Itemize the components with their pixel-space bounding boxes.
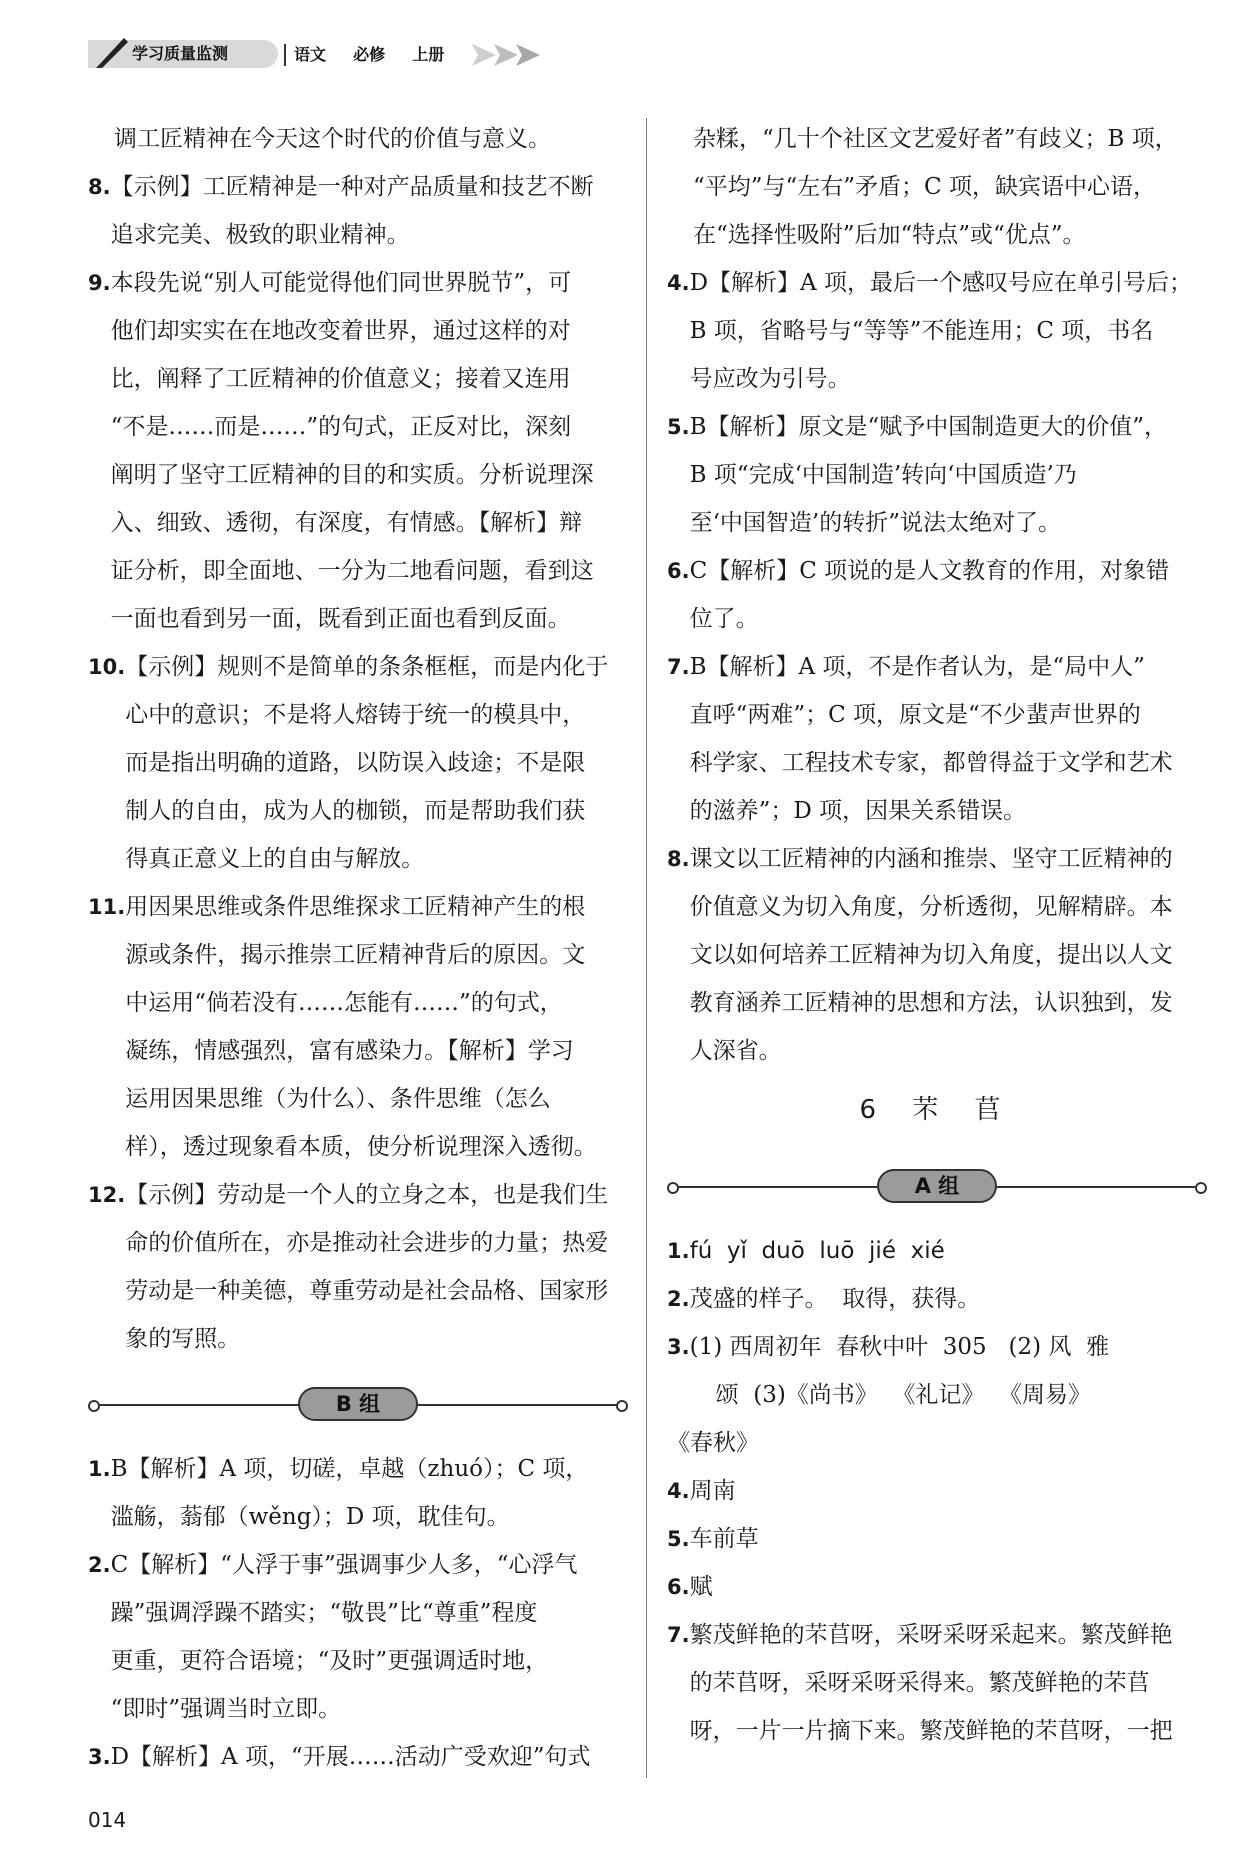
left-column xyxy=(88,115,628,1781)
continued-line: 在“选择性吸附”后加“特点”或“优点”。 xyxy=(693,222,1086,248)
pen-icon xyxy=(92,34,132,70)
answer-line: 教育涵养工匠精神的思想和方法，认识独到，发 xyxy=(689,990,1173,1016)
answer-line: 价值意义为切入角度，分析透彻，见解精辟。本 xyxy=(689,894,1173,920)
answer-line: 更重，更符合语境；“及时”更强调适时地， xyxy=(110,1648,549,1674)
answer-a5 xyxy=(667,1515,1207,1563)
answer-line: 命的价值所在，亦是推动社会进步的力量；热爱 xyxy=(125,1230,609,1256)
answer-a2 xyxy=(667,1275,1207,1323)
column-divider xyxy=(646,118,647,1778)
series-badge: 学习质量监测 xyxy=(88,40,278,68)
answer-number: 8. xyxy=(667,847,690,871)
group-a-heading xyxy=(667,1151,1207,1221)
answer-line: 劳动是一种美德，尊重劳动是社会品格、国家形 xyxy=(125,1278,609,1304)
answer-number: 8. xyxy=(88,175,111,199)
answer-number: 3. xyxy=(88,1745,111,1769)
continued-line: “平均”与“左右”矛盾；C 项，缺宾语中心语， xyxy=(693,174,1156,200)
answer-b2 xyxy=(88,1541,628,1733)
subject-label: 语文 必修 上册 xyxy=(294,45,445,64)
answer-12 xyxy=(88,1171,628,1363)
answer-11 xyxy=(88,883,628,1171)
pinyin-answer: fú yǐ duō luō jié xié xyxy=(689,1238,945,1264)
answer-line: B 项“完成‘中国制造’转向‘中国质造’乃 xyxy=(689,462,1077,488)
answer-number: 5. xyxy=(667,415,690,439)
answer-line: 号应改为引号。 xyxy=(689,366,851,392)
answer-number: 7. xyxy=(667,655,690,679)
answer-b1 xyxy=(88,1445,628,1541)
answer-number: 11. xyxy=(88,895,126,919)
answer-number: 12. xyxy=(88,1183,126,1207)
answer-line: 人深省。 xyxy=(689,1038,782,1064)
answer-line: 【示例】工匠精神是一种对产品质量和技艺不断 xyxy=(110,174,594,200)
answer-line: D【解析】A 项，最后一个感叹号应在单引号后； xyxy=(689,270,1192,296)
answer-line: “不是……而是……”的句式，正反对比，深刻 xyxy=(110,414,572,440)
group-label: B 组 xyxy=(298,1387,418,1421)
answer-line: 比，阐释了工匠精神的价值意义；接着又连用 xyxy=(110,366,571,392)
rule-end-dot xyxy=(616,1400,628,1412)
answer-line: 样），透过现象看本质，使分析说理深入透彻。 xyxy=(125,1134,597,1160)
chevrons-icon xyxy=(468,42,558,68)
answer-line: 课文以工匠精神的内涵和推崇、坚守工匠精神的 xyxy=(689,846,1173,872)
answer-5 xyxy=(667,403,1207,547)
answer-number: 10. xyxy=(88,655,126,679)
group-label: A 组 xyxy=(877,1169,997,1203)
rule-end-dot xyxy=(1195,1182,1207,1194)
answer-9 xyxy=(88,259,628,643)
answer-line: 赋 xyxy=(689,1574,713,1600)
answer-line: B【解析】A 项，切磋，卓越（zhuó）；C 项， xyxy=(110,1456,589,1482)
answer-line: 直呼“两难”；C 项，原文是“不少蜚声世界的 xyxy=(689,702,1141,728)
answer-line: 至‘中国智造’的转折”说法太绝对了。 xyxy=(689,510,1061,536)
answer-line: B【解析】A 项，不是作者认为，是“局中人” xyxy=(689,654,1145,680)
answer-line: 的滋养”；D 项，因果关系错误。 xyxy=(689,798,1027,824)
answer-b3 xyxy=(88,1733,628,1781)
answer-line: 颂 (3)《尚书》 《礼记》 《周易》 xyxy=(715,1382,1092,1408)
answer-number: 4. xyxy=(667,1479,690,1503)
continued-line: 调工匠精神在今天这个时代的价值与意义。 xyxy=(114,126,551,152)
answer-a3 xyxy=(667,1323,1207,1419)
answer-line: 入、细致、透彻，有深度，有情感。【解析】辩 xyxy=(110,510,583,536)
answer-number: 5. xyxy=(667,1527,690,1551)
rule-end-dot xyxy=(667,1182,679,1194)
right-column xyxy=(667,115,1207,1755)
answer-line: B【解析】原文是“赋予中国制造更大的价值”， xyxy=(689,414,1168,440)
answer-a1 xyxy=(667,1227,1207,1275)
answer-number: 6. xyxy=(667,559,690,583)
rule-end-dot xyxy=(88,1400,100,1412)
answer-a7 xyxy=(667,1611,1207,1755)
answer-line: 心中的意识；不是将人熔铸于统一的模具中， xyxy=(125,702,586,728)
answer-line: 呀，一片一片摘下来。繁茂鲜艳的芣苢呀，一把 xyxy=(689,1718,1173,1744)
answer-line: 繁茂鲜艳的芣苢呀，采呀采呀采起来。繁茂鲜艳 xyxy=(689,1622,1173,1648)
answer-line: 源或条件，揭示推崇工匠精神背后的原因。文 xyxy=(125,942,586,968)
answer-line: C【解析】C 项说的是人文教育的作用，对象错 xyxy=(689,558,1170,584)
answer-number: 9. xyxy=(88,271,111,295)
answer-line: 文以如何培养工匠精神为切入角度，提出以人文 xyxy=(689,942,1173,968)
answer-line: 本段先说“别人可能觉得他们同世界脱节”，可 xyxy=(110,270,572,296)
lesson-title: 6 芣 苢 xyxy=(859,1095,1015,1125)
answer-line: 一面也看到另一面，既看到正面也看到反面。 xyxy=(110,606,571,632)
page-number: 014 xyxy=(88,1808,127,1832)
answer-number: 6. xyxy=(667,1575,690,1599)
answer-line: 凝练，情感强烈，富有感染力。【解析】学习 xyxy=(125,1038,574,1064)
answer-line: 运用因果思维（为什么）、条件思维（怎么 xyxy=(125,1086,551,1112)
answer-line: 的芣苢呀，采呀采呀采得来。繁茂鲜艳的芣苢 xyxy=(689,1670,1150,1696)
answer-number: 4. xyxy=(667,271,690,295)
answer-8 xyxy=(88,163,628,259)
answer-number: 3. xyxy=(667,1335,690,1359)
answer-line: D【解析】A 项，“开展……活动广受欢迎”句式 xyxy=(110,1744,591,1770)
answer-line: 追求完美、极致的职业精神。 xyxy=(110,222,410,248)
answer-line: 而是指出明确的道路，以防误入歧途；不是限 xyxy=(125,750,586,776)
group-b-heading xyxy=(88,1369,628,1439)
answer-number: 2. xyxy=(667,1287,690,1311)
answer-number: 1. xyxy=(88,1457,111,1481)
answer-6 xyxy=(667,547,1207,643)
answer-line: 《春秋》 xyxy=(667,1430,759,1456)
answer-line: 滥觞，蓊郁（wěng）；D 项，耽佳句。 xyxy=(110,1504,510,1530)
answer-line: 【示例】劳动是一个人的立身之本，也是我们生 xyxy=(125,1182,609,1208)
answer-line: 中运用“倘若没有……怎能有……”的句式， xyxy=(125,990,563,1016)
answer-number: 7. xyxy=(667,1623,690,1647)
answer-line: 【示例】规则不是简单的条条框框，而是内化于 xyxy=(125,654,609,680)
answer-10 xyxy=(88,643,628,883)
continued-line: 杂糅，“几十个社区文艺爱好者”有歧义；B 项， xyxy=(693,126,1178,152)
answer-a4 xyxy=(667,1467,1207,1515)
page-header xyxy=(88,34,568,74)
answer-line: 位了。 xyxy=(689,606,759,632)
header-separator xyxy=(284,44,286,66)
answer-number: 2. xyxy=(88,1553,111,1577)
answer-line: 用因果思维或条件思维探求工匠精神产生的根 xyxy=(125,894,586,920)
answer-number: 1. xyxy=(667,1239,690,1263)
answer-4 xyxy=(667,259,1207,403)
answer-line: (1) 西周初年 春秋中叶 305 (2) 风 雅 xyxy=(689,1334,1110,1360)
answer-8-right xyxy=(667,835,1207,1075)
answer-line: 茂盛的样子。 取得，获得。 xyxy=(689,1286,981,1312)
answer-line: B 项，省略号与“等等”不能连用；C 项，书名 xyxy=(689,318,1154,344)
answer-line: 科学家、工程技术专家，都曾得益于文学和艺术 xyxy=(689,750,1173,776)
answer-line: 周南 xyxy=(689,1478,736,1504)
answer-line: 他们却实实在在地改变着世界，通过这样的对 xyxy=(110,318,571,344)
answer-line: 阐明了坚守工匠精神的目的和实质。分析说理深 xyxy=(110,462,594,488)
answer-line: 躁”强调浮躁不踏实；“敬畏”比“尊重”程度 xyxy=(110,1600,538,1626)
answer-line: 证分析，即全面地、一分为二地看问题，看到这 xyxy=(110,558,594,584)
answer-7 xyxy=(667,643,1207,835)
answer-line: 制人的自由，成为人的枷锁，而是帮助我们获 xyxy=(125,798,586,824)
answer-line: C【解析】“人浮于事”强调事少人多，“心浮气 xyxy=(110,1552,578,1578)
answer-line: “即时”强调当时立即。 xyxy=(110,1696,342,1722)
answer-line: 得真正意义上的自由与解放。 xyxy=(125,846,425,872)
answer-line: 象的写照。 xyxy=(125,1326,241,1352)
answer-a6 xyxy=(667,1563,1207,1611)
answer-line: 车前草 xyxy=(689,1526,759,1552)
